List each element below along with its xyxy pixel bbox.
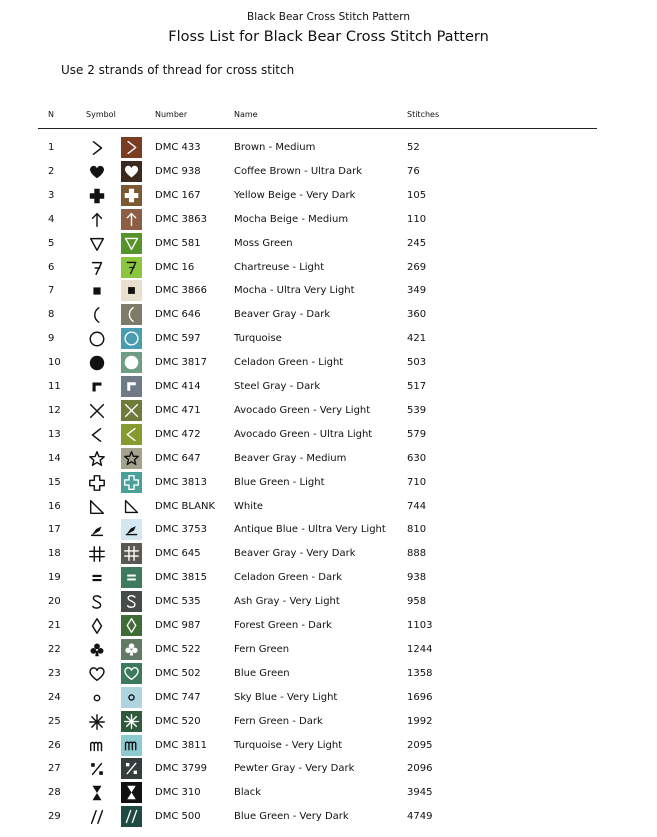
chevron-left-icon [86,424,108,446]
floss-name: Avocado Green - Ultra Light [234,428,373,440]
floss-number: DMC 472 [155,428,201,440]
floss-name: Coffee Brown - Ultra Dark [234,165,362,177]
heart-outline-icon [86,663,108,685]
row-index: 23 [48,667,61,679]
table-row [0,805,657,829]
stitch-count: 810 [407,524,427,536]
stitch-count: 2096 [407,763,433,775]
floss-name: Fern Green - Dark [234,715,323,727]
row-index: 27 [48,763,61,775]
m-icon [123,737,140,754]
color-swatch [121,400,142,421]
floss-number: DMC 747 [155,691,201,703]
plus-bold-icon [123,187,140,204]
table-row [0,327,657,351]
stitch-count: 579 [407,428,427,440]
floss-number: DMC 646 [155,309,201,321]
row-index: 20 [48,596,61,608]
header-stitches: Stitches [407,110,440,119]
row-index: 24 [48,691,61,703]
chevron-left-icon [123,426,140,443]
color-swatch [121,615,142,636]
floss-number: DMC 3815 [155,572,207,584]
row-index: 16 [48,500,61,512]
color-swatch [121,304,142,325]
document-title: Black Bear Cross Stitch Pattern [247,11,410,23]
cross-icon [123,402,140,419]
star-outline-icon [86,448,108,470]
floss-name: Avocado Green - Very Light [234,404,371,416]
stitch-count: 3945 [407,787,433,799]
floss-number: DMC 647 [155,452,201,464]
table-row [0,614,657,638]
table-row [0,399,657,423]
circle-small-icon [123,689,140,706]
stitch-count: 245 [407,237,427,249]
table-row [0,471,657,495]
row-index: 29 [48,811,61,823]
row-index: 17 [48,524,61,536]
floss-name: Blue Green - Very Dark [234,811,349,823]
stitch-count: 1358 [407,667,433,679]
floss-name: Steel Gray - Dark [234,381,321,392]
row-index: 12 [48,404,61,416]
floss-name: Black [234,787,262,799]
stitch-count: 269 [407,261,427,273]
stitch-count: 1103 [407,620,433,631]
floss-name: Yellow Beige - Very Dark [234,189,356,201]
table-row [0,662,657,686]
floss-number: DMC 3813 [155,476,207,488]
row-index: 4 [48,213,55,225]
table-row [0,542,657,566]
color-swatch [121,209,142,230]
diamond-outline-icon [86,615,108,637]
floss-name: Forest Green - Dark [234,620,332,631]
header-name: Name [234,110,258,119]
floss-name: Moss Green [234,237,293,249]
row-index: 25 [48,715,61,727]
floss-name: Turquoise [234,333,282,345]
paren-left-icon [86,304,108,326]
floss-number: DMC 520 [155,715,201,727]
chevron-right-icon [123,139,140,156]
hash-icon [86,543,108,565]
color-swatch [121,448,142,469]
row-index: 9 [48,333,55,345]
row-index: 7 [48,285,55,297]
s-icon [123,593,140,610]
floss-number: DMC 987 [155,620,201,631]
floss-name: Beaver Gray - Dark [234,309,331,321]
stitch-count: 517 [407,381,427,392]
right-triangle-icon [123,498,140,515]
table-row [0,447,657,471]
seven-icon [123,259,140,276]
row-index: 19 [48,572,61,584]
color-swatch [121,233,142,254]
table-row [0,757,657,781]
color-swatch [121,806,142,827]
triangle-down-icon [86,233,108,255]
s-icon [86,591,108,613]
stitch-count: 1696 [407,691,433,703]
floss-number: DMC 581 [155,237,201,249]
floss-number: DMC 3753 [155,524,207,536]
hourglass-icon [86,782,108,804]
row-index: 3 [48,189,55,201]
floss-number: DMC 414 [155,381,201,392]
square-small-icon [86,280,108,302]
color-swatch [121,472,142,493]
floss-number: DMC 522 [155,643,201,655]
floss-number: DMC 3799 [155,763,207,775]
row-index: 18 [48,548,61,560]
color-swatch [121,591,142,612]
floss-name: Blue Green - Light [234,476,325,488]
floss-number: DMC 3866 [155,285,207,297]
table-row [0,638,657,662]
m-icon [86,735,108,757]
stitch-count: 888 [407,548,427,560]
color-swatch [121,137,142,158]
floss-number: DMC 310 [155,787,201,799]
row-index: 21 [48,620,61,631]
row-index: 13 [48,428,61,440]
heart-outline-icon [123,665,140,682]
table-row [0,781,657,805]
instructions-text: Use 2 strands of thread for cross stitch [61,63,295,77]
table-row [0,136,657,160]
stitch-count: 938 [407,572,427,584]
stitch-count: 52 [407,142,420,153]
table-row [0,208,657,232]
color-swatch [121,352,142,373]
hash-icon [123,545,140,562]
row-index: 10 [48,357,61,369]
percent-icon [123,760,140,777]
table-row [0,303,657,327]
stitch-count: 421 [407,333,427,345]
floss-number: DMC 471 [155,404,201,416]
square-small-icon [123,282,140,299]
color-swatch [121,758,142,779]
row-index: 26 [48,739,61,751]
stitch-count: 76 [407,165,420,177]
row-index: 1 [48,142,55,153]
arrow-up-icon [86,209,108,231]
table-row [0,423,657,447]
floss-name: Antique Blue - Ultra Very Light [234,524,386,536]
row-index: 14 [48,452,61,464]
color-swatch [121,687,142,708]
paren-left-icon [123,306,140,323]
heart-icon [86,161,108,183]
color-swatch [121,567,142,588]
floss-name: Fern Green [234,643,290,655]
stitch-count: 958 [407,596,427,608]
color-swatch [121,543,142,564]
color-swatch [121,711,142,732]
floss-number: DMC 433 [155,142,201,153]
table-row [0,256,657,280]
floss-name: Turquoise - Very Light [234,739,343,751]
floss-number: DMC 500 [155,811,201,823]
club-icon [86,639,108,661]
stitch-count: 2095 [407,739,433,751]
color-swatch [121,328,142,349]
floss-name: Celadon Green - Light [234,357,344,369]
floss-name: Mocha Beige - Medium [234,213,349,225]
floss-name: White [234,500,264,512]
table-row [0,351,657,375]
diamond-outline-icon [123,617,140,634]
table-row [0,279,657,303]
row-index: 2 [48,165,55,177]
floss-number: DMC 3817 [155,357,207,369]
row-index: 5 [48,237,55,249]
stitch-count: 349 [407,285,427,297]
color-swatch [121,424,142,445]
stitch-count: 4749 [407,811,433,823]
club-icon [123,641,140,658]
plus-outline-icon [86,472,108,494]
equals-icon [86,567,108,589]
header-n: N [48,110,54,119]
floss-number: DMC 645 [155,548,201,560]
row-index: 15 [48,476,61,488]
triangle-down-icon [123,235,140,252]
asterisk-icon [123,713,140,730]
star-outline-icon [123,450,140,467]
table-row [0,686,657,710]
corner-icon [123,378,140,395]
corner-icon [86,376,108,398]
stitch-count: 539 [407,404,427,416]
color-swatch [121,782,142,803]
page-title: Floss List for Black Bear Cross Stitch Pattern [168,29,489,45]
color-swatch [121,161,142,182]
table-row [0,495,657,519]
equals-icon [123,569,140,586]
plus-outline-icon [123,474,140,491]
floss-name: Beaver Gray - Very Dark [234,548,356,560]
floss-number: DMC 3863 [155,213,207,225]
floss-name: Pewter Gray - Very Dark [234,763,355,775]
floss-number: DMC 3811 [155,739,207,751]
floss-name: Chartreuse - Light [234,261,325,273]
color-swatch [121,376,142,397]
double-slash-icon [123,808,140,825]
floss-number: DMC 16 [155,261,195,273]
arrow-up-icon [123,211,140,228]
floss-name: Blue Green [234,667,290,679]
stitch-count: 1244 [407,643,433,655]
color-swatch [121,257,142,278]
header-number: Number [155,110,188,119]
stitch-count: 744 [407,500,427,512]
floss-number: DMC BLANK [155,500,216,512]
floss-number: DMC 535 [155,596,201,608]
circle-outline-icon [86,328,108,350]
floss-number: DMC 938 [155,165,201,177]
row-index: 8 [48,309,55,321]
floss-name: Ash Gray - Very Light [234,596,340,608]
cross-icon [86,400,108,422]
asterisk-icon [86,711,108,733]
table-row [0,518,657,542]
color-swatch [121,639,142,660]
pencil-icon [86,519,108,541]
row-index: 11 [48,381,61,392]
stitch-count: 630 [407,452,427,464]
color-swatch [121,280,142,301]
double-slash-icon [86,806,108,828]
color-swatch [121,496,142,517]
right-triangle-icon [86,496,108,518]
table-row [0,375,657,399]
stitch-count: 503 [407,357,427,369]
row-index: 6 [48,261,55,273]
table-row [0,232,657,256]
table-row [0,710,657,734]
heart-icon [123,163,140,180]
floss-name: Brown - Medium [234,142,316,153]
floss-number: DMC 597 [155,333,201,345]
floss-name: Mocha - Ultra Very Light [234,285,355,297]
table-row [0,566,657,590]
stitch-count: 110 [407,213,427,225]
table-row [0,734,657,758]
stitch-count: 360 [407,309,427,321]
floss-number: DMC 502 [155,667,201,679]
color-swatch [121,735,142,756]
floss-name: Sky Blue - Very Light [234,691,338,703]
circle-outline-icon [123,330,140,347]
plus-bold-icon [86,185,108,207]
table-row [0,590,657,614]
stitch-count: 105 [407,189,427,201]
color-swatch [121,185,142,206]
circle-small-icon [86,687,108,709]
table-row [0,184,657,208]
header-symbol: Symbol [86,110,116,119]
table-row [0,160,657,184]
seven-icon [86,257,108,279]
hourglass-icon [123,784,140,801]
pencil-icon [123,521,140,538]
color-swatch [121,519,142,540]
row-index: 22 [48,643,61,655]
color-swatch [121,663,142,684]
circle-filled-icon [123,354,140,371]
circle-filled-icon [86,352,108,374]
stitch-count: 1992 [407,715,433,727]
stitch-count: 710 [407,476,427,488]
row-index: 28 [48,787,61,799]
percent-icon [86,758,108,780]
floss-name: Beaver Gray - Medium [234,452,347,464]
floss-name: Celadon Green - Dark [234,572,343,584]
chevron-right-icon [86,137,108,159]
floss-number: DMC 167 [155,189,201,201]
